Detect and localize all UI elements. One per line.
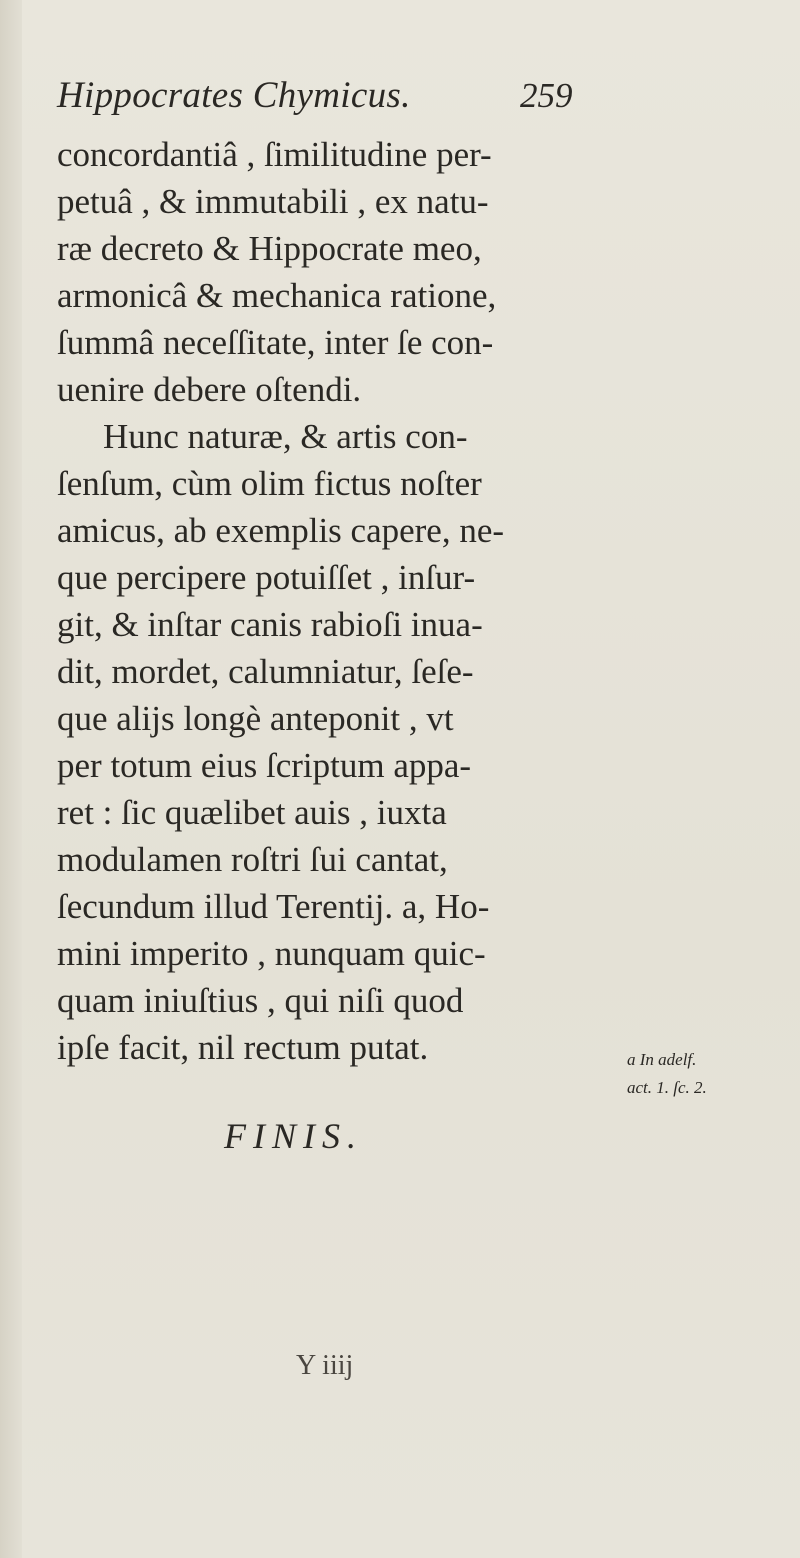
text-line: ret : ſic quælibet auis , iuxta	[57, 793, 447, 832]
paragraph-start-line: Hunc naturæ, & artis con-	[103, 417, 468, 456]
text-line: petuâ , & immutabili , ex natu-	[57, 182, 489, 221]
body-text	[57, 131, 617, 1071]
text-line: mini imperito , nunquam quic-	[57, 934, 486, 973]
signature-mark: Y iiij	[296, 1350, 354, 1381]
margin-note-line: a In adelf.	[627, 1050, 697, 1069]
text-line: ræ decreto & Hippocrate meo,	[57, 229, 482, 268]
margin-note-line: act. 1. ſc. 2.	[627, 1078, 707, 1097]
text-line: que percipere potuiſſet , inſur-	[57, 558, 476, 597]
text-line: ſummâ neceſſitate, inter ſe con-	[57, 323, 494, 362]
finis-heading: FINIS.	[224, 1116, 363, 1156]
text-line: amicus, ab exemplis capere, ne-	[57, 511, 505, 550]
text-line: per totum eius ſcriptum appa-	[57, 746, 472, 785]
page-number: 259	[520, 76, 573, 115]
margin-note	[627, 1046, 707, 1102]
text-line: ipſe facit, nil rectum putat.	[57, 1028, 429, 1067]
text-line: ſecundum illud Terentij. a, Ho-	[57, 887, 490, 926]
running-head: Hippocrates Chymicus.	[57, 75, 411, 116]
text-line: quam iniuſtius , qui niſi quod	[57, 981, 464, 1020]
page-gutter	[0, 0, 22, 1558]
text-line: dit, mordet, calumniatur, ſeſe-	[57, 652, 474, 691]
page-header	[57, 74, 617, 124]
text-line: modulamen roſtri ſui cantat,	[57, 840, 448, 879]
text-line: concordantiâ , ſimilitudine per-	[57, 135, 492, 174]
text-line: uenire debere oſtendi.	[57, 370, 362, 409]
text-line: armonicâ & mechanica ratione,	[57, 276, 497, 315]
text-line: que alijs longè anteponit , vt	[57, 699, 454, 738]
text-line: ſenſum, cùm olim fictus noſter	[57, 464, 482, 503]
text-line: git, & inſtar canis rabioſi inua-	[57, 605, 483, 644]
